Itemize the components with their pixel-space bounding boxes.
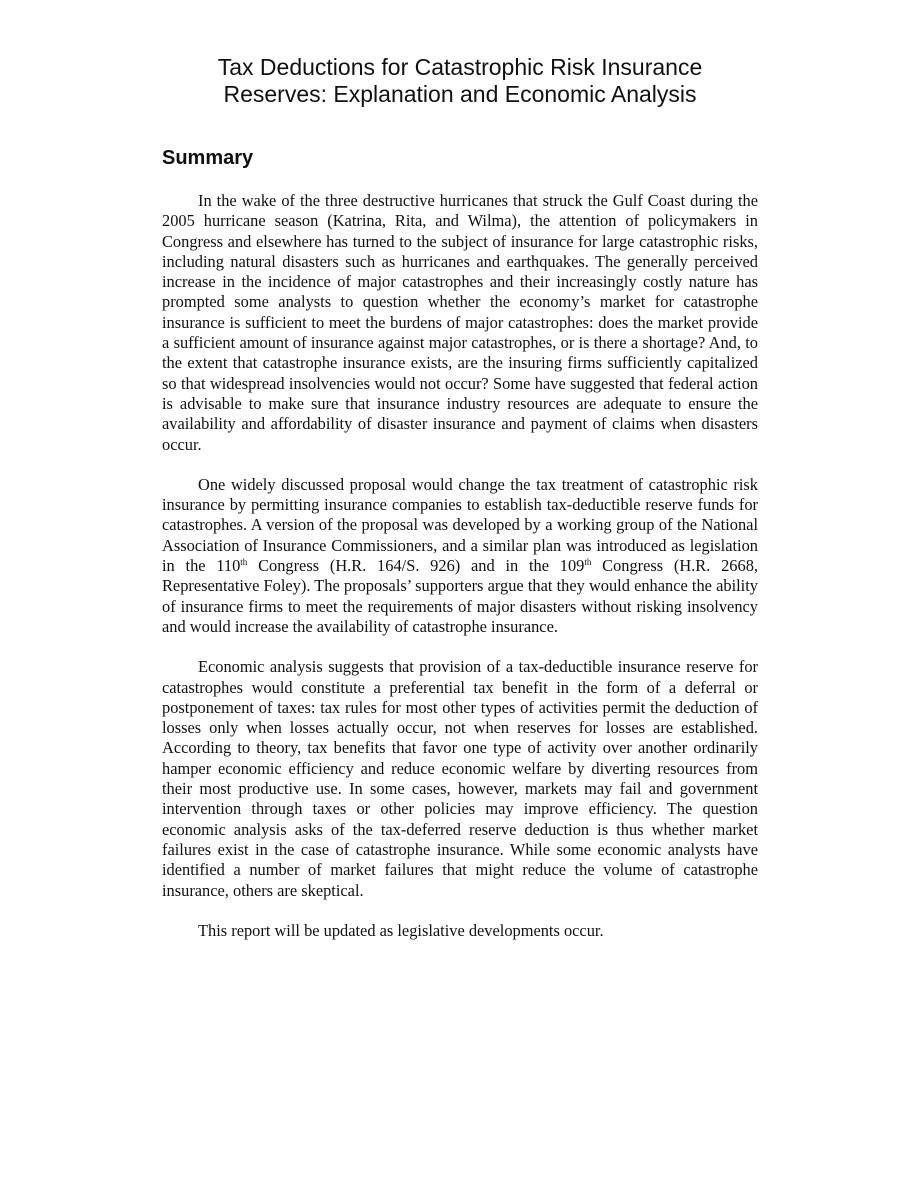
summary-paragraph-2-part-b: Congress (H.R. 164/S. 926) and in the 109	[247, 556, 585, 576]
summary-paragraph-2-part-a: One widely discussed proposal would change the tax treatment of catastrophic risk insurance by permitting insurance companies to establish tax-deductible reserve funds for catastrophes. A version of the proposal was developed by a working group of the National Association of Insurance Commissioners, and a similar plan was introduced as legislation in the 110	[162, 474, 758, 576]
report-page	[162, 54, 758, 941]
summary-paragraph-3: Economic analysis suggests that provision of a tax-deductible insurance reserve for catastrophes would constitute a preferential tax benefit in the form of a deferral or postponement of taxes: tax rules for most other types of activities permit the deduction of losses only when losses actually occur, not when reserves for losses are established. According to theory, tax benefits that favor one type of activity over another ordinarily hamper economic efficiency and reduce economic welfare by diverting resources from their most productive use. In some cases, however, markets may fail and government intervention through taxes or other policies may improve efficiency. The question economic analysis asks of the tax-deferred reserve deduction is thus whether market failures exist in the case of catastrophe insurance. While some economic analysts have identified a number of market failures that might reduce the volume of catastrophe insurance, others are skeptical.	[162, 657, 758, 900]
summary-paragraph-2	[162, 475, 758, 637]
superscript-th: th	[584, 557, 592, 568]
summary-paragraph-4: This report will be updated as legislative developments occur.	[198, 920, 604, 940]
summary-paragraph-2-part-c: Congress (H.R. 2668, Representative Foley). The proposals’ supporters argue that they would enhance the ability of insurance firms to meet the requirements of major disasters without risking insolvency and would increase the availability of catastrophe insurance.	[162, 556, 758, 636]
superscript-th: th	[240, 557, 248, 568]
summary-paragraph-1: In the wake of the three destructive hurricanes that struck the Gulf Coast during the 2005 hurricane season (Katrina, Rita, and Wilma), the attention of policymakers in Congress and elsewhere has turned to the subject of insurance for large catastrophic risks, including natural disasters such as hurricanes and earthquakes. The generally perceived increase in the incidence of major catastrophes and their increasingly costly nature has prompted some analysts to question whether the economy’s market for catastrophe insurance is sufficient to meet the burdens of major catastrophes: does the market provide a sufficient amount of insurance against major catastrophes, or is there a shortage? And, to the extent that catastrophe insurance exists, are the insuring firms sufficiently capitalized so that widespread insolvencies would not occur? Some have suggested that federal action is advisable to make sure that insurance industry resources are adequate to ensure the availability and affordability of disaster insurance and payment of claims when disasters occur.	[162, 191, 758, 454]
summary-heading: Summary	[162, 147, 254, 169]
report-title-line-2: Reserves: Explanation and Economic Analysis	[223, 81, 697, 107]
report-title	[162, 54, 758, 108]
report-title-line-1: Tax Deductions for Catastrophic Risk Insurance	[217, 54, 703, 80]
